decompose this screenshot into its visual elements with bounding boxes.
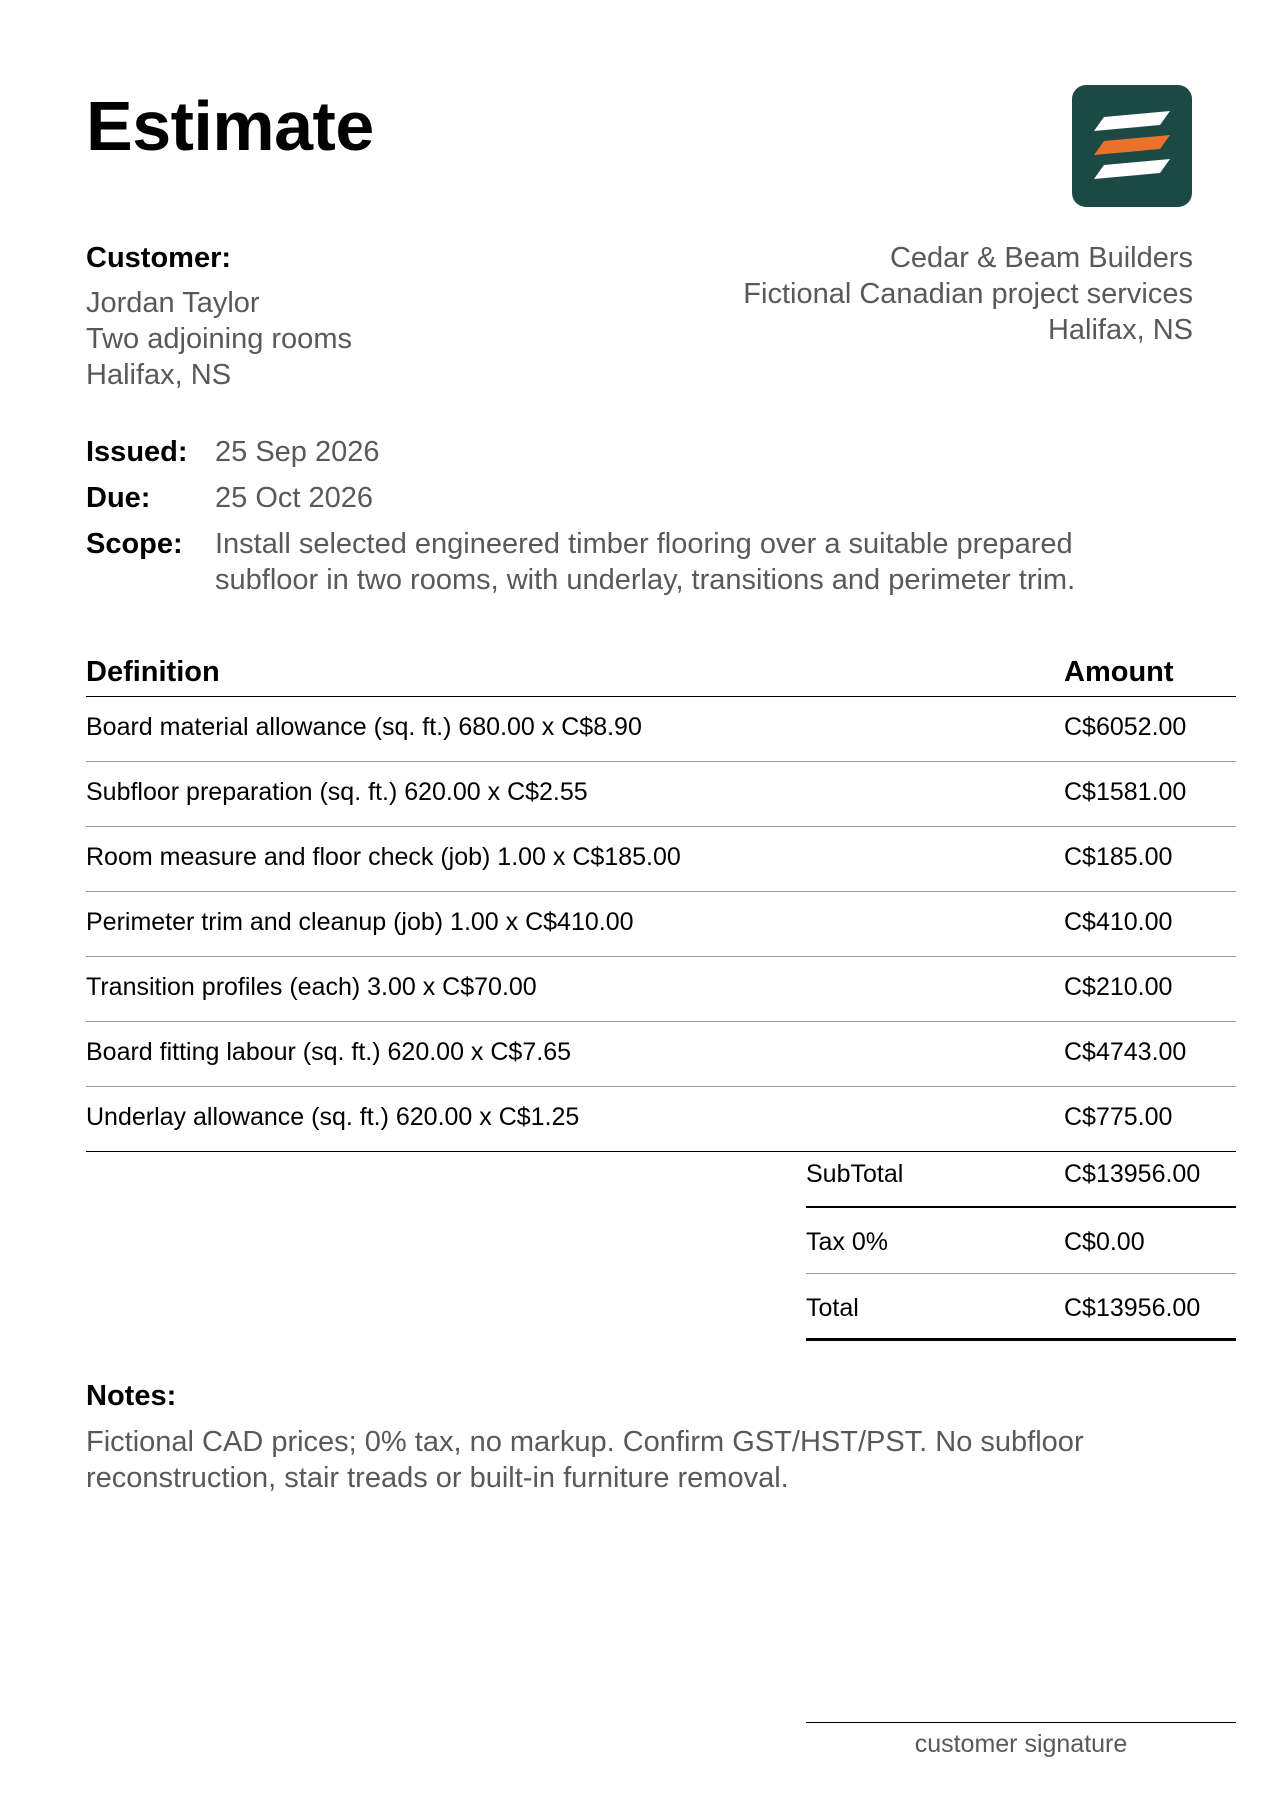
item-amount: C$210.00 [1064,973,1173,1001]
table-row [86,892,1236,957]
subtotal-label: SubTotal [806,1160,904,1188]
notes-line: Fictional CAD prices; 0% tax, no markup. Confirm GST/HST/PST. No subfloor [86,1426,1084,1458]
scope-line: Install selected engineered timber flooring over a suitable prepared [215,528,1073,560]
column-header-amount: Amount [1064,656,1174,688]
item-definition: Subfloor preparation (sq. ft.) 620.00 x C$2.55 [86,778,588,806]
subtotal-value: C$13956.00 [1064,1160,1201,1188]
item-amount: C$775.00 [1064,1103,1173,1131]
issued-label: Issued: [86,436,188,468]
tax-label: Tax 0% [806,1228,888,1256]
total-row [806,1274,1236,1341]
customer-label: Customer: [86,242,232,274]
table-row [86,1022,1236,1087]
tax-value: C$0.00 [1064,1228,1145,1256]
line-items-table [86,652,1236,1152]
customer-location: Halifax, NS [86,359,232,391]
total-value: C$13956.00 [1064,1294,1201,1322]
item-definition: Board fitting labour (sq. ft.) 620.00 x C$7.65 [86,1038,571,1066]
item-definition: Board material allowance (sq. ft.) 680.00 x C$8.90 [86,713,642,741]
signature-line [806,1722,1236,1723]
notes-line: reconstruction, stair treads or built-in furniture removal. [86,1462,789,1494]
table-row [86,762,1236,827]
item-definition: Perimeter trim and cleanup (job) 1.00 x C$410.00 [86,908,634,936]
table-row [86,957,1236,1022]
totals-block [806,1148,1236,1341]
item-amount: C$410.00 [1064,908,1173,936]
item-definition: Transition profiles (each) 3.00 x C$70.00 [86,973,537,1001]
item-amount: C$6052.00 [1064,713,1187,741]
page-title: Estimate [86,87,374,165]
due-date: 25 Oct 2026 [215,482,373,514]
column-header-definition: Definition [86,656,220,688]
customer-name: Jordan Taylor [86,287,260,319]
table-row [86,827,1236,892]
scope-label: Scope: [86,528,183,560]
customer-project: Two adjoining rooms [86,323,352,355]
scope-line: subfloor in two rooms, with underlay, transitions and perimeter trim. [215,564,1076,596]
subtotal-row [806,1148,1236,1208]
item-amount: C$1581.00 [1064,778,1187,806]
table-row [86,697,1236,762]
item-amount: C$4743.00 [1064,1038,1187,1066]
customer-details [86,285,352,393]
table-row [86,1087,1236,1152]
issued-date: 25 Sep 2026 [215,436,380,468]
item-definition: Underlay allowance (sq. ft.) 620.00 x C$1.25 [86,1103,580,1131]
signature-label: customer signature [914,1730,1128,1758]
table-header [86,652,1236,697]
company-logo-icon [1072,85,1192,207]
scope-text [215,526,1175,598]
company-details [743,240,1193,348]
item-definition: Room measure and floor check (job) 1.00 x C$185.00 [86,843,681,871]
notes-text [86,1424,1206,1496]
due-label: Due: [86,482,151,514]
tax-row [806,1208,1236,1274]
notes-label: Notes: [86,1380,177,1412]
item-amount: C$185.00 [1064,843,1173,871]
company-name: Cedar & Beam Builders [889,242,1193,274]
company-tagline: Fictional Canadian project services [743,278,1193,310]
total-label: Total [806,1294,859,1322]
company-location: Halifax, NS [1047,314,1193,346]
